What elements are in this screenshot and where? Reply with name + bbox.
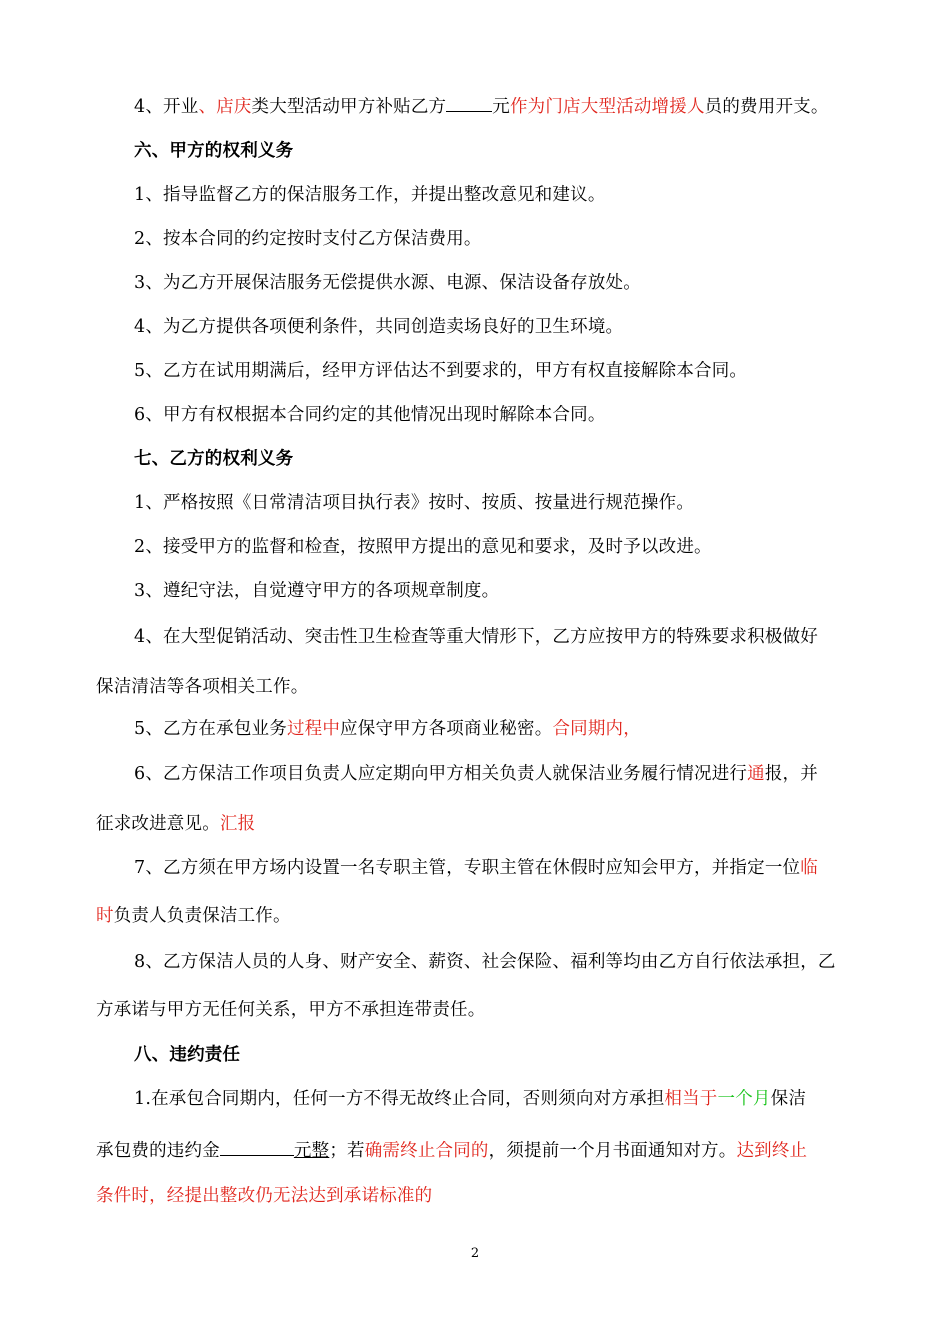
revised-text: 确需终止合同的 xyxy=(364,1141,489,1161)
list-item-continuation: 保洁清洁等各项相关工作。 xyxy=(96,677,309,697)
list-item xyxy=(0,856,950,880)
revised-text: 达到终止 xyxy=(736,1141,808,1161)
text: 元整 xyxy=(293,1141,330,1161)
list-item: 2、接受甲方的监督和检查，按照甲方提出的意见和要求，及时予以改进。 xyxy=(134,537,712,557)
list-item xyxy=(0,762,950,786)
text: 应保守甲方各项商业秘密。 xyxy=(340,719,553,739)
text: ；若 xyxy=(329,1141,365,1161)
text: 6、乙方保洁工作项目负责人应定期向甲方相关负责人就保洁业务履行情况进行 xyxy=(134,764,748,784)
list-item-continuation xyxy=(0,904,950,928)
list-item: 5、乙方在试用期满后，经甲方评估达不到要求的，甲方有权直接解除本合同。 xyxy=(134,361,748,381)
revised-text: 相当于 xyxy=(664,1089,718,1109)
text: 征求改进意见。 xyxy=(96,814,220,834)
revised-text: 作为门店大型活动增援人 xyxy=(509,97,705,117)
list-item-continuation: 条件时，经提出整改仍无法达到承诺标准的 xyxy=(96,1186,433,1206)
list-item-continuation: 方承诺与甲方无任何关系，甲方不承担连带责任。 xyxy=(96,1000,486,1020)
text: 负责人负责保洁工作。 xyxy=(113,906,291,926)
text: 承包费的违约金 xyxy=(96,1141,220,1161)
section-heading: 七、乙方的权利义务 xyxy=(134,449,294,469)
text: ，须提前一个月书面通知对方。 xyxy=(488,1141,737,1161)
list-item xyxy=(0,717,950,741)
list-item: 6、甲方有权根据本合同约定的其他情况出现时解除本合同。 xyxy=(134,405,606,425)
list-item-continuation xyxy=(0,812,950,836)
list-item: 2、按本合同的约定按时支付乙方保洁费用。 xyxy=(134,229,482,249)
text: 类大型活动甲方补贴乙方 xyxy=(251,97,447,117)
revised-text: 通 xyxy=(747,764,765,784)
list-item: 3、为乙方开展保洁服务无偿提供水源、电源、保洁设备存放处。 xyxy=(134,273,641,293)
list-item: 1、严格按照《日常清洁项目执行表》按时、按质、按量进行规范操作。 xyxy=(134,493,695,513)
text: 4、开业 xyxy=(134,97,199,117)
revised-text: 临 xyxy=(800,858,818,878)
fill-in-blank xyxy=(220,1137,294,1156)
text: 5、乙方在承包业务 xyxy=(134,719,287,739)
text: 报，并 xyxy=(764,764,818,784)
revised-text: 汇报 xyxy=(219,814,256,834)
list-item: 3、遵纪守法，自觉遵守甲方的各项规章制度。 xyxy=(134,581,500,601)
list-item: 4、为乙方提供各项便利条件，共同创造卖场良好的卫生环境。 xyxy=(134,317,624,337)
section-heading: 八、违约责任 xyxy=(134,1045,241,1065)
fill-in-blank xyxy=(446,93,492,112)
list-item: 4、在大型促销活动、突击性卫生检查等重大情形下，乙方应按甲方的特殊要求积极做好 xyxy=(134,627,818,647)
clause-5-item-4 xyxy=(0,93,950,119)
text: 1.在承包合同期内，任何一方不得无故终止合同，否则须向对方承担 xyxy=(134,1089,665,1109)
revised-text: 过程中 xyxy=(286,719,341,739)
revised-text: 、店庆 xyxy=(198,97,252,117)
text: 7、乙方须在甲方场内设置一名专职主管，专职主管在休假时应知会甲方，并指定一位 xyxy=(134,858,801,878)
text: 员的费用开支。 xyxy=(704,97,829,117)
page-number: 2 xyxy=(470,1246,480,1261)
revised-text: 合同期内， xyxy=(552,719,641,739)
text: 元 xyxy=(492,97,510,117)
list-item-continuation xyxy=(0,1137,950,1163)
list-item: 1、指导监督乙方的保洁服务工作，并提出整改意见和建议。 xyxy=(134,185,606,205)
list-item: 8、乙方保洁人员的人身、财产安全、薪资、社会保险、福利等均由乙方自行依法承担，乙 xyxy=(134,952,836,972)
list-item xyxy=(0,1087,950,1111)
revised-text: 时 xyxy=(96,906,114,926)
text: 保洁 xyxy=(770,1089,807,1109)
revised-text-green: 一个月 xyxy=(717,1089,771,1109)
section-heading: 六、甲方的权利义务 xyxy=(134,141,294,161)
